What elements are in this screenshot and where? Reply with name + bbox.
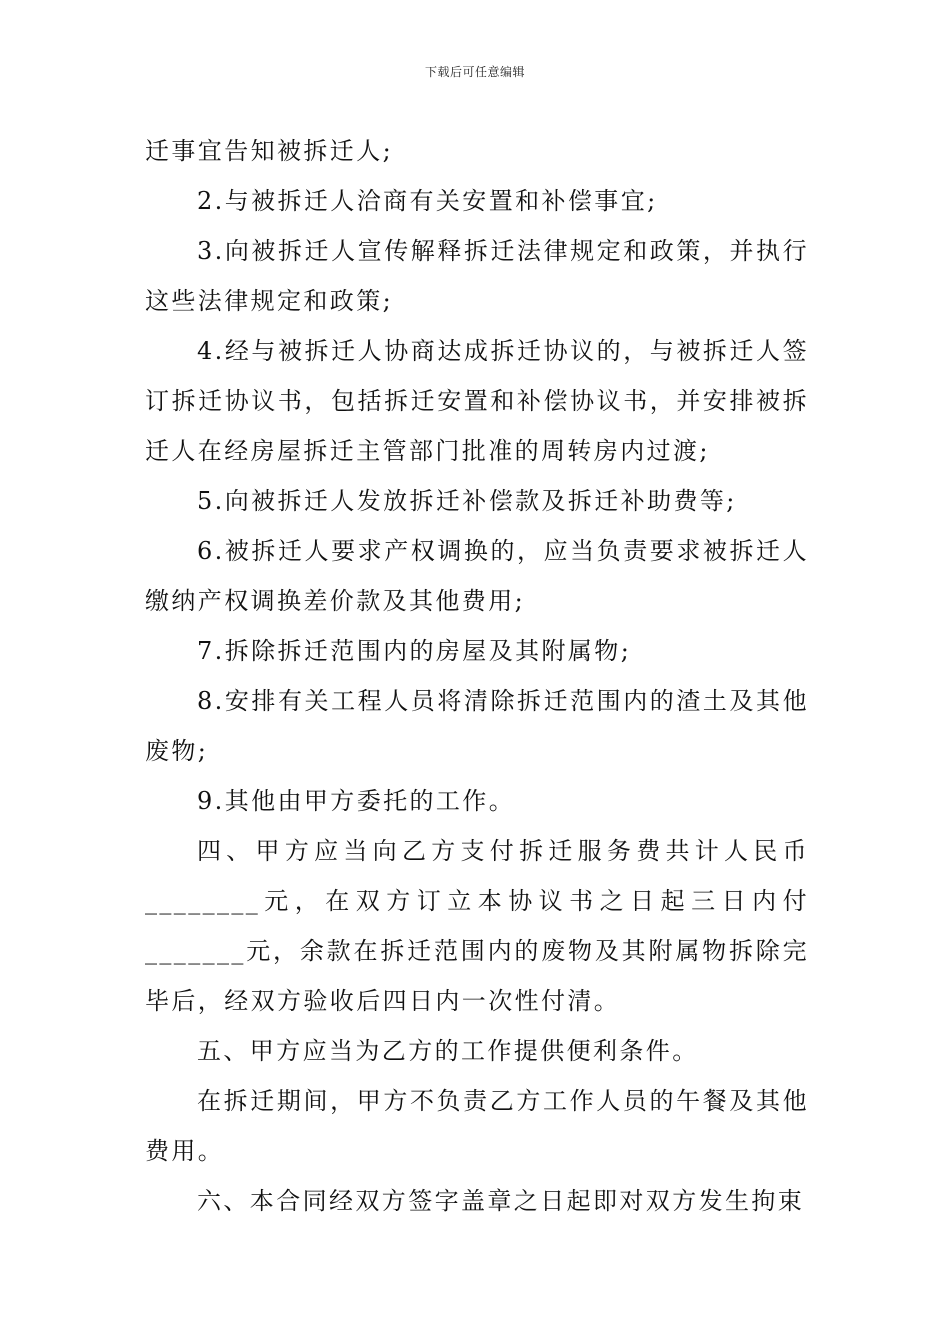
paragraph-4: 4.经与被拆迁人协商达成拆迁协议的，与被拆迁人签订拆迁协议书，包括拆迁安置和补偿协议书，并安排被拆迁人在经房屋拆迁主管部门批准的周转房内过渡;	[145, 337, 809, 465]
paragraph-5: 5.向被拆迁人发放拆迁补偿款及拆迁补助费等;	[197, 487, 737, 515]
page-header: 下载后可任意编辑	[424, 65, 525, 79]
paragraph-13: 六、本合同经双方签字盖章之日起即对双方发生拘束	[197, 1187, 805, 1215]
paragraph-6: 6.被拆迁人要求产权调换的，应当负责要求被拆迁人缴纳产权调换差价款及其他费用;	[145, 537, 809, 615]
paragraph-12: 在拆迁期间，甲方不负责乙方工作人员的午餐及其他费用。	[145, 1087, 809, 1165]
paragraph-7: 7.拆除拆迁范围内的房屋及其附属物;	[197, 637, 632, 665]
document-body	[145, 126, 809, 1226]
paragraph-9: 9.其他由甲方委托的工作。	[197, 787, 516, 815]
paragraph-10: 四、甲方应当向乙方支付拆迁服务费共计人民币________元，在双方订立本协议书之日起三日内付_______元，余款在拆迁范围内的废物及其附属物拆除完毕后，经双方验收后四日内一次性付清。	[145, 837, 809, 1015]
paragraph-8: 8.安排有关工程人员将清除拆迁范围内的渣土及其他废物;	[145, 687, 809, 765]
paragraph-3: 3.向被拆迁人宣传解释拆迁法律规定和政策，并执行这些法律规定和政策;	[145, 237, 809, 315]
paragraph-2: 2.与被拆迁人洽商有关安置和补偿事宜;	[197, 187, 658, 215]
paragraph-1: 迁事宜告知被拆迁人;	[145, 137, 394, 165]
paragraph-11: 五、甲方应当为乙方的工作提供便利条件。	[197, 1037, 699, 1065]
